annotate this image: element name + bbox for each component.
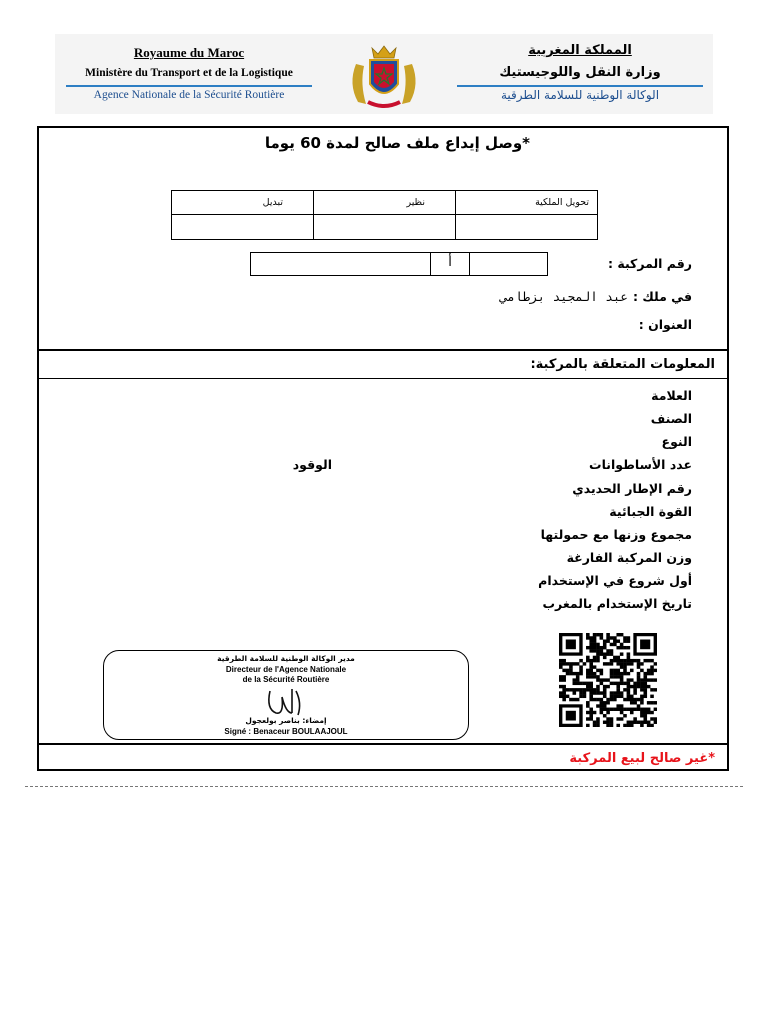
plate-letter: أ — [448, 255, 452, 270]
option-check-duplicate[interactable] — [313, 214, 456, 240]
field-first-use: أول شروع في الإستخدام — [538, 573, 692, 588]
field-cylinders: عدد الأساطوانات — [589, 457, 692, 472]
signatory-title-ar: مدير الوكالة الوطنية للسلامة الطرقية — [217, 654, 355, 663]
handwritten-signature — [262, 683, 312, 719]
footer-divider — [37, 743, 729, 745]
plate-label: رقم المركبة : — [608, 256, 692, 271]
moroccan-coat-of-arms-icon — [348, 44, 420, 112]
vehicle-section-title: المعلومات المتعلقة بالمركبة: — [530, 357, 715, 372]
qr-code-icon — [559, 633, 657, 727]
field-fuel: الوقود — [292, 457, 332, 472]
section-title-underline — [37, 378, 729, 379]
plate-letter-box[interactable] — [430, 252, 470, 276]
field-use-in-morocco: تاريخ الإستخدام بالمغرب — [542, 596, 692, 611]
plate-number-boxes — [250, 252, 548, 276]
field-gross-weight: مجموع وزنها مع حمولتها — [540, 527, 692, 542]
owner-row — [300, 286, 692, 305]
field-category: الصنف — [650, 411, 692, 426]
field-brand: العلامة — [651, 388, 692, 403]
plate-region-box[interactable] — [469, 252, 548, 276]
ministry-ar: وزارة النقل واللوجيستيك — [499, 65, 661, 80]
section-divider — [37, 349, 729, 351]
kingdom-ar: المملكة المغربية — [528, 43, 632, 58]
kingdom-fr: Royaume du Maroc — [133, 45, 245, 60]
option-check-replacement[interactable] — [171, 214, 314, 240]
signatory-title-fr-1: Directeur de l'Agence Nationale — [225, 665, 347, 674]
receipt-title: *وصل إيداع ملف صالح لمدة 60 يوما — [264, 134, 530, 152]
field-empty-weight: وزن المركبة الفارغة — [566, 550, 692, 565]
ministry-fr: Ministère du Transport et de la Logistique — [85, 67, 293, 79]
agency-fr: Agence Nationale de la Sécurité Routière — [93, 89, 285, 101]
plate-serial-box[interactable] — [250, 252, 431, 276]
address-label: العنوان : — [638, 317, 692, 332]
option-label-replacement: تبديل — [262, 197, 283, 208]
field-type: النوع — [661, 434, 692, 449]
owner-label: في ملك : — [632, 289, 692, 304]
agency-ar: الوكالة الوطنية للسلامة الطرقية — [500, 88, 660, 102]
signatory-title-fr-2: de la Sécurité Routière — [242, 675, 330, 684]
option-cell-transfer — [455, 190, 598, 215]
owner-name: عبد المجيد بزطامي — [499, 289, 628, 304]
option-cell-duplicate — [313, 190, 456, 215]
option-check-transfer[interactable] — [455, 214, 598, 240]
option-label-duplicate: نظير — [406, 197, 425, 208]
cut-line — [25, 786, 743, 787]
header-rule-right — [457, 85, 703, 87]
option-label-transfer: تحويل الملكية — [535, 197, 589, 208]
option-cell-replacement — [171, 190, 314, 215]
signed-name-fr: Signé : Benaceur BOULAAJOUL — [224, 727, 348, 736]
signed-name-ar: إمضاء: بناصر بولعجول — [245, 716, 327, 725]
field-chassis-number: رقم الإطار الحديدي — [572, 481, 692, 496]
not-valid-for-sale-note: *غير صالح لبيع المركبة — [569, 751, 715, 766]
field-fiscal-power: القوة الجبائية — [609, 504, 692, 519]
header-rule-left — [66, 85, 312, 87]
transaction-type-table — [171, 190, 598, 240]
